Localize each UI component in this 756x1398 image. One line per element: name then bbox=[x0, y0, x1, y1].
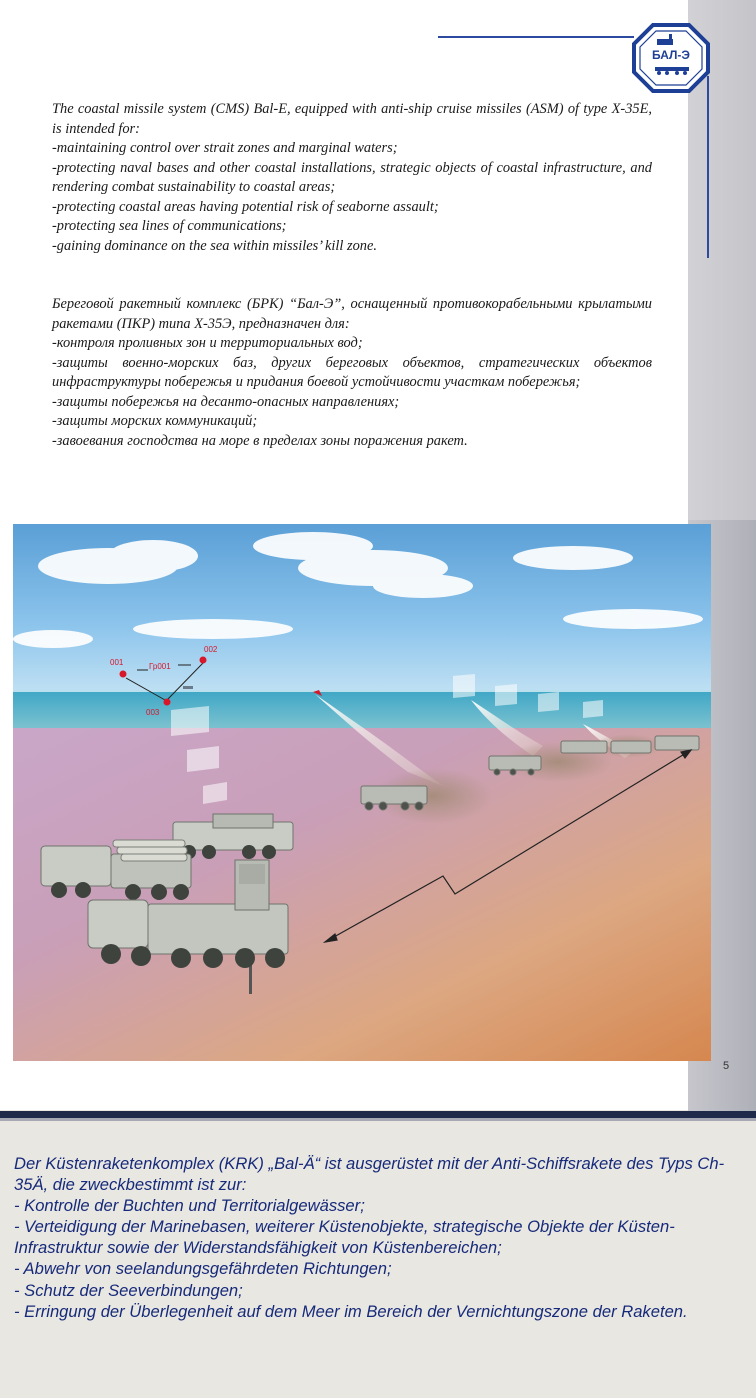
header-rule bbox=[438, 36, 634, 38]
english-line: -protecting coastal areas having potential risk of seaborne assault; bbox=[52, 198, 439, 215]
bal-e-logo bbox=[631, 22, 711, 94]
side-rule bbox=[707, 76, 709, 258]
english-line: -protecting sea lines of communications; bbox=[52, 218, 287, 234]
coast-ground bbox=[13, 728, 711, 1061]
german-line: - Schutz der Seeverbindungen; bbox=[14, 1280, 243, 1300]
target-marker-001 bbox=[120, 671, 127, 678]
english-line: -gaining dominance on the sea within missiles’ kill zone. bbox=[52, 237, 377, 254]
target-label-002: 002 bbox=[204, 645, 218, 654]
russian-line: -защиты военно-морских баз, других береговых объектов, стратегических объектов инфраструктуры побережья и придания боевой устойчивости участкам побережья; bbox=[52, 354, 652, 390]
target-label-003: 003 bbox=[146, 708, 160, 717]
russian-line: Береговой ракетный комплекс (БРК) “Бал-Э”, оснащенный противокорабельными крылатыми ракетами (ПКР) типа Х-35Э, предназначен для: bbox=[52, 296, 652, 332]
target-label-001: 001 bbox=[110, 658, 124, 667]
english-line: -maintaining control over strait zones and marginal waters; bbox=[52, 140, 398, 156]
german-line: - Erringung der Überlegenheit auf dem Meer im Bereich der Vernichtungszone der Raketen. bbox=[14, 1301, 688, 1321]
german-line: - Abwehr von seelandungsgefährdeten Richtungen; bbox=[14, 1259, 392, 1279]
bottom-bar bbox=[0, 1111, 756, 1118]
distant-ship bbox=[183, 686, 193, 689]
german-line: - Verteidigung der Marinebasen, weiterer Küstenobjekte, strategische Objekte der Küsten-Infrastruktur sowie der Widerstandsfähigkeit von Küstenbereichen; bbox=[14, 1217, 675, 1258]
russian-line: -завоевания господства на море в пределах зоны поражения ракет. bbox=[52, 432, 468, 449]
german-line: - Kontrolle der Buchten und Territorialgewässer; bbox=[14, 1196, 365, 1216]
logo-text: БАЛ-Э bbox=[652, 48, 690, 62]
russian-line: -контроля проливных зон и территориальных вод; bbox=[52, 335, 363, 351]
target-group-label: Гр001 bbox=[149, 662, 171, 671]
scene-svg bbox=[13, 524, 711, 1061]
german-description bbox=[14, 1153, 742, 1322]
english-line: The coastal missile system (CMS) Bal-E, equipped with anti-ship cruise missiles (ASM) of type X-35E, is intended for: bbox=[52, 101, 652, 137]
target-marker-003 bbox=[164, 699, 171, 706]
bottom-bar-shadow bbox=[0, 1118, 756, 1121]
sea bbox=[13, 690, 711, 730]
russian-line: -защиты морских коммуникаций; bbox=[52, 413, 258, 429]
target-marker-002 bbox=[200, 657, 207, 664]
russian-line: -защиты побережья на десанто-опасных направлениях; bbox=[52, 393, 400, 410]
german-line: Der Küstenraketenkomplex (KRK) „Bal-Ä“ ist ausgerüstet mit der Anti-Schiffsrakete des Typs Ch-35Ä, die zweckbestimmt ist zur: bbox=[14, 1154, 725, 1195]
english-line: -protecting naval bases and other coastal installations, strategic objects of coastal infrastructure, and rendering combat sustainability to coastal areas; bbox=[52, 159, 652, 195]
russian-description bbox=[52, 295, 652, 451]
coastal-battery-illustration bbox=[13, 524, 711, 1061]
english-description bbox=[52, 100, 652, 256]
page-number: 5 bbox=[722, 1060, 730, 1072]
